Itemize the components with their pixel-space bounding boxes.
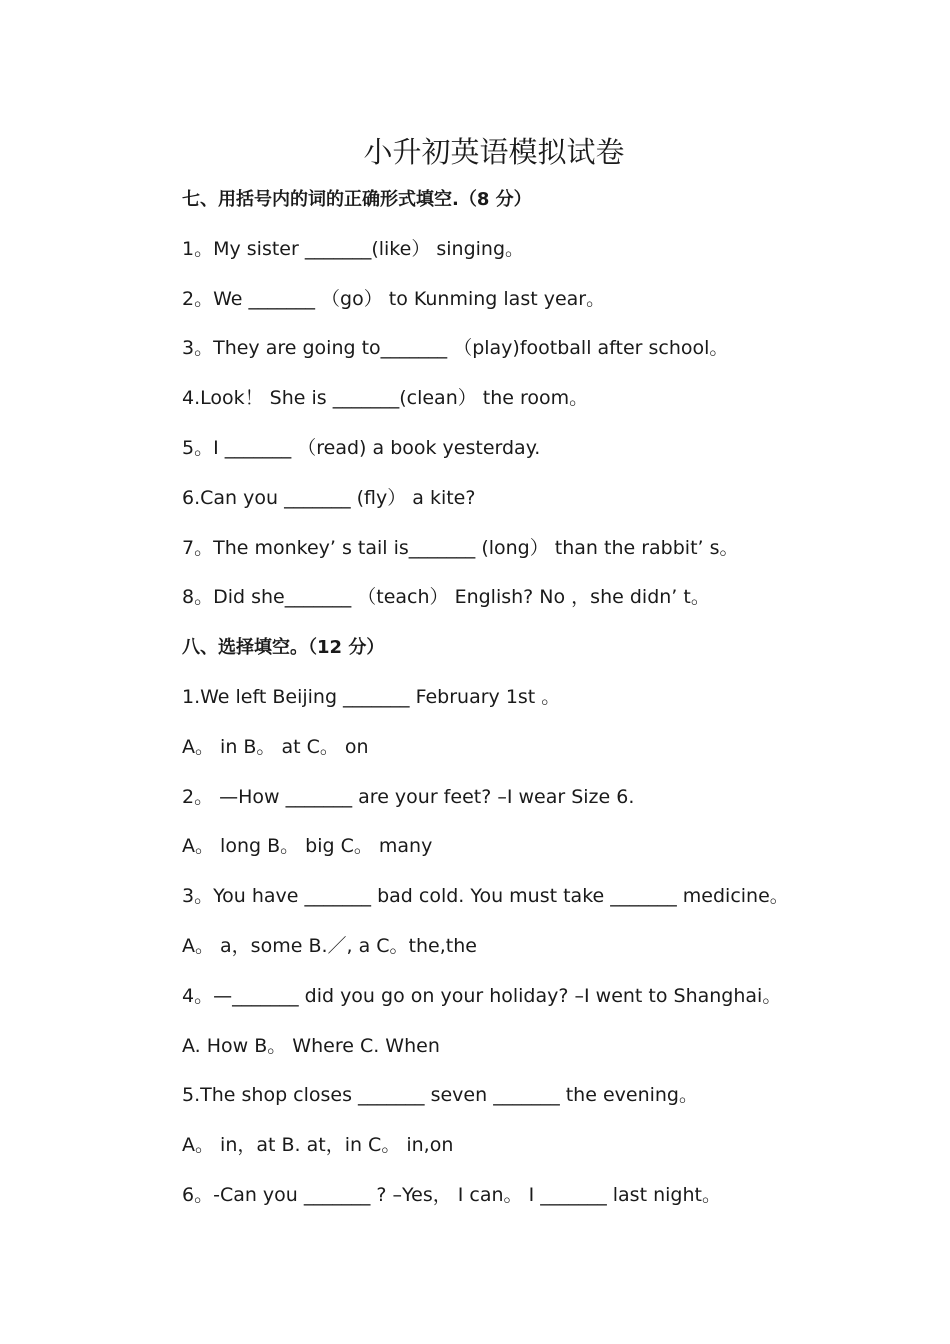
section-7-question-8: 8。Did she_______ （teach） English? No ，she didn’ t。	[182, 586, 710, 609]
section-8-options-4: A. How B。 Where C. When	[182, 1034, 440, 1057]
section-8-options-1: A。 in B。 at C。 on	[182, 735, 369, 758]
page-title: 小升初英语模拟试卷	[363, 135, 625, 169]
exam-content	[182, 182, 922, 1228]
section-8-heading: 八、选择填空。（12 分）	[182, 637, 385, 659]
section-8-question-5: 5.The shop closes _______ seven _______ the evening。	[182, 1084, 698, 1107]
section-7-question-6: 6.Can you _______ (fly） a kite?	[182, 486, 476, 509]
section-8-options-3: A。 a，some B.／, a C。the,the	[182, 934, 477, 957]
section-7-question-5: 5。I _______ （read) a book yesterday.	[182, 436, 541, 459]
section-7-heading: 七、用括号内的词的正确形式填空.（8 分）	[182, 189, 532, 210]
section-7-question-2: 2。We _______ （go） to Kunming last year。	[182, 287, 606, 310]
section-7-question-3: 3。They are going to_______ （play)football after school。	[182, 337, 729, 360]
section-8-question-6: 6。-Can you _______ ? –Yes， I can。 I _______ last night。	[182, 1183, 721, 1206]
section-8-options-2: A。 long B。 big C。 many	[182, 835, 433, 858]
section-8-question-3: 3。You have _______ bad cold. You must take _______ medicine。	[182, 885, 789, 908]
section-8-options-5: A。 in，at B. at，in C。 in,on	[182, 1134, 454, 1157]
section-8-question-4: 4。—_______ did you go on your holiday? –I went to Shanghai。	[182, 984, 782, 1007]
section-8-question-1: 1.We left Beijing _______ February 1st 。	[182, 685, 561, 708]
section-7-question-4: 4.Look！ She is _______(clean） the room。	[182, 387, 589, 410]
section-7-question-1: 1。My sister _______(like） singing。	[182, 237, 525, 260]
section-7-question-7: 7。The monkey’ s tail is_______ (long） than the rabbit’ s。	[182, 536, 739, 559]
section-8-question-2: 2。 —How _______ are your feet? –I wear Size 6.	[182, 785, 635, 808]
